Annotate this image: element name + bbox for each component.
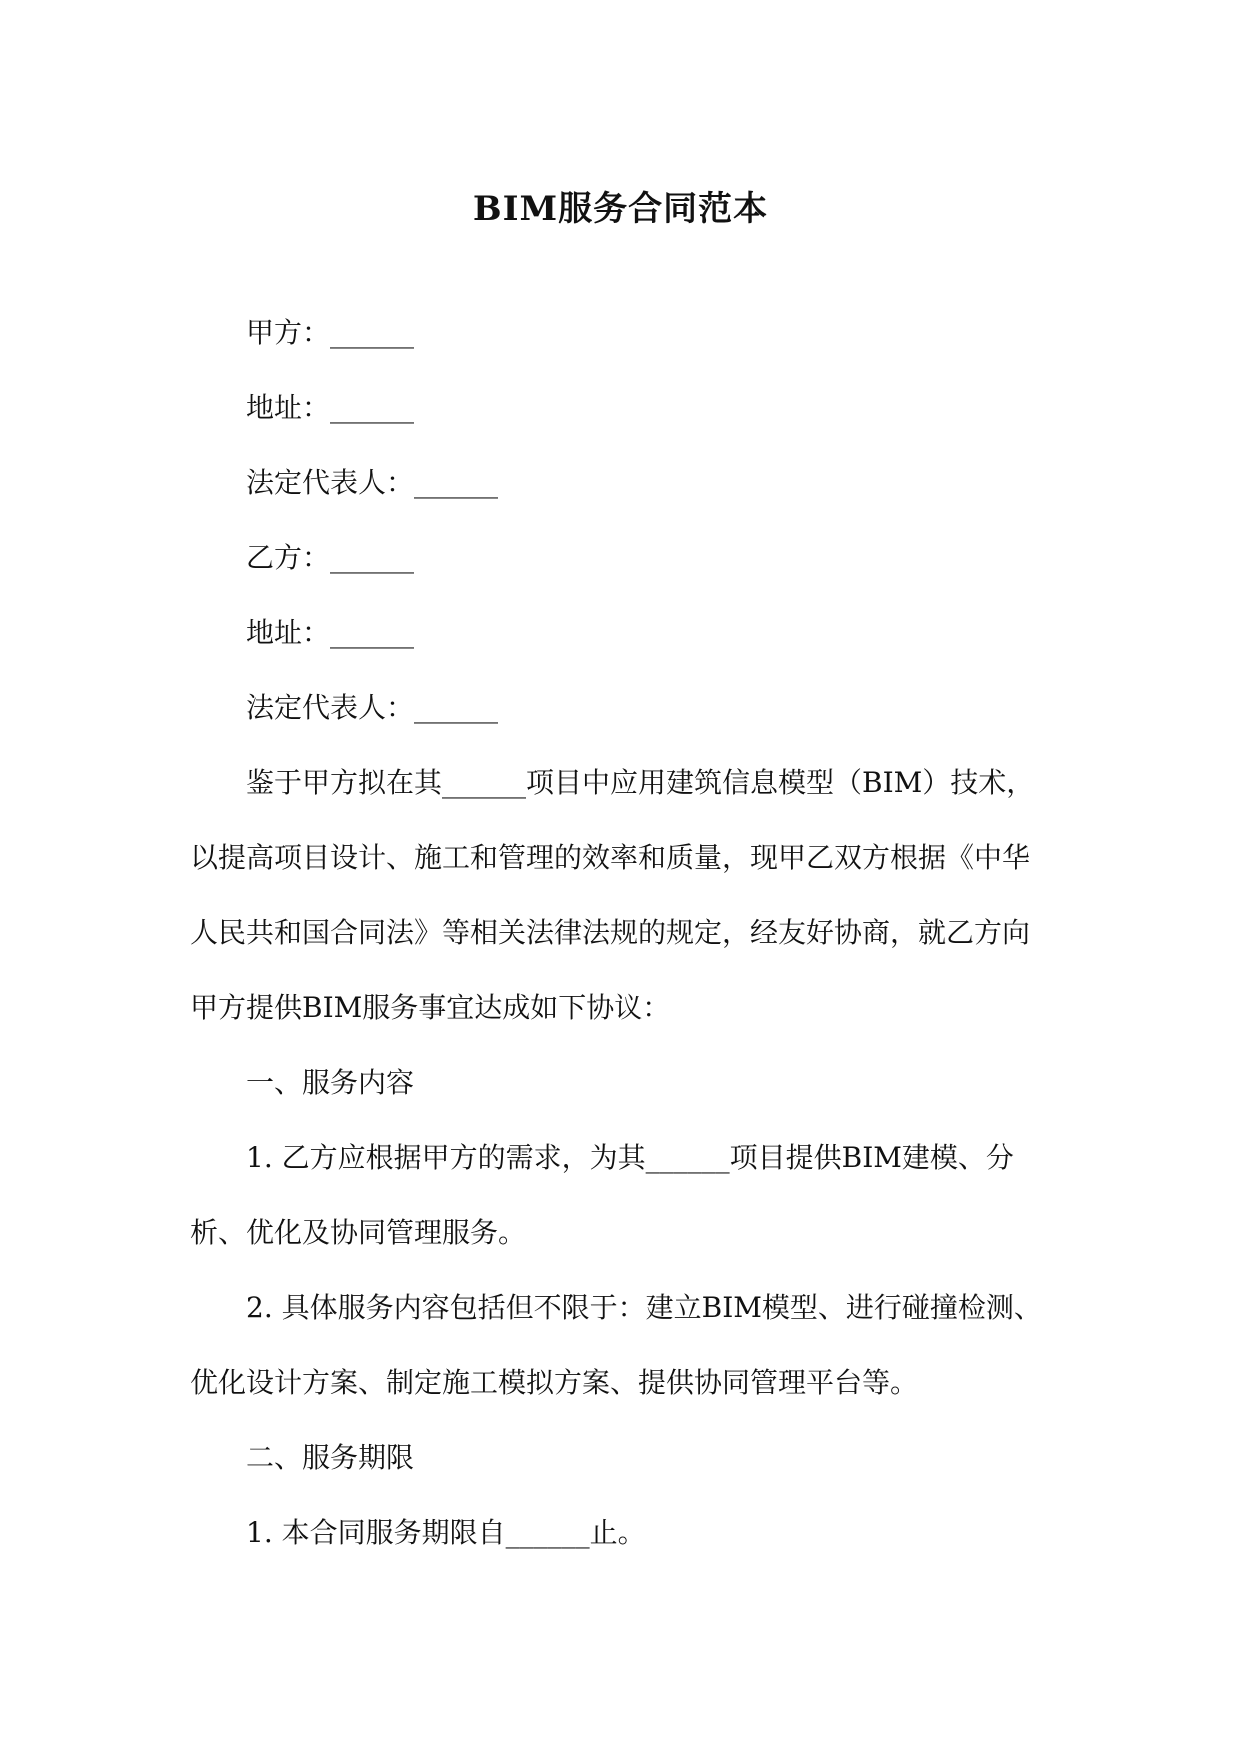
party-b-representative-line: 法定代表人：______ xyxy=(246,691,499,724)
preamble-line: 以提高项目设计、施工和管理的效率和质量，现甲乙双方根据《中华 xyxy=(190,841,1031,874)
clause-line: 1. 乙方应根据甲方的需求，为其______项目提供BIM建模、分 xyxy=(246,1141,1014,1174)
preamble-line: 人民共和国合同法》等相关法律法规的规定，经友好协商，就乙方向 xyxy=(190,916,1031,949)
section-heading: 一、服务内容 xyxy=(246,1066,415,1099)
party-a-representative-line: 法定代表人：______ xyxy=(246,466,499,499)
preamble-line: 甲方提供BIM服务事宜达成如下协议： xyxy=(190,991,671,1024)
section-heading: 二、服务期限 xyxy=(246,1441,415,1474)
party-b-line: 乙方：______ xyxy=(246,541,415,574)
clause-line: 1. 本合同服务期限自______止。 xyxy=(246,1516,646,1549)
clause-line: 析、优化及协同管理服务。 xyxy=(190,1216,527,1249)
party-b-address-line: 地址：______ xyxy=(246,616,415,649)
clause-line: 2. 具体服务内容包括但不限于：建立BIM模型、进行碰撞检测、 xyxy=(246,1291,1042,1324)
preamble-line: 鉴于甲方拟在其______项目中应用建筑信息模型（BIM）技术， xyxy=(246,766,1035,799)
party-a-address-line: 地址：______ xyxy=(246,391,415,424)
clause-line: 优化设计方案、制定施工模拟方案、提供协同管理平台等。 xyxy=(190,1366,919,1399)
document-title: BIM服务合同范本 xyxy=(472,189,769,229)
party-a-line: 甲方：______ xyxy=(246,316,415,349)
